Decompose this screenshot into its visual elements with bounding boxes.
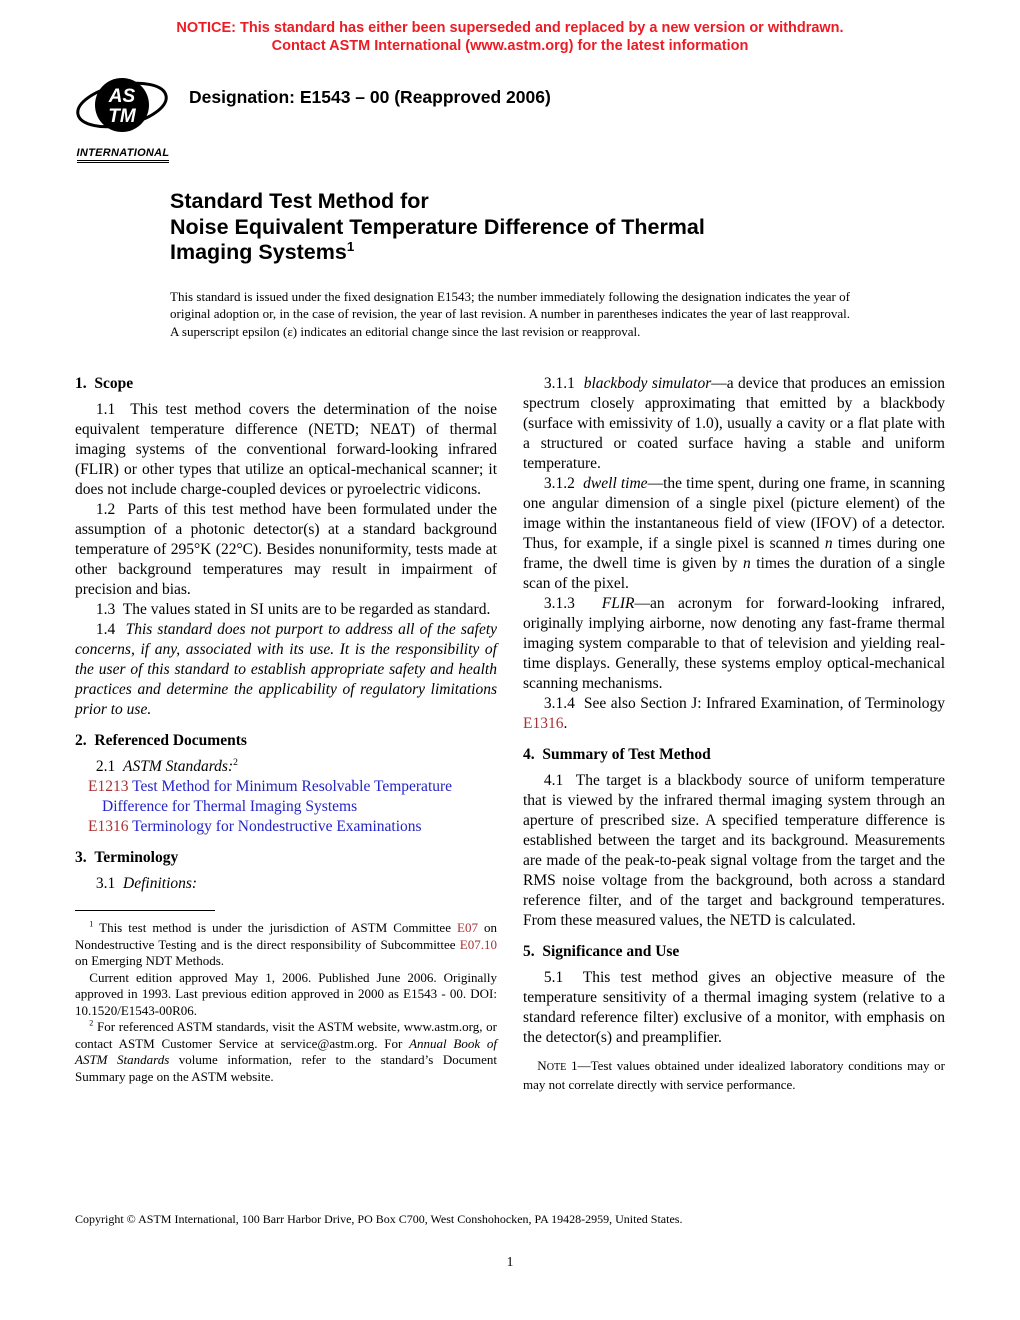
issuance-note: This standard is issued under the fixed designation E1543; the number immediately following the designation indicates the year of original adoption or, in the case of revision, the year of last revision. A number in parentheses indicates the year of last reapproval. A superscript epsilon (ε) indicates an editorial change since the last revision or reapproval.: [170, 288, 850, 339]
section-heading-scope: 1. Scope: [75, 375, 134, 392]
reference-link[interactable]: E1213: [88, 778, 129, 795]
left-column: [75, 374, 497, 1093]
paragraph-3-1-3: 3.1.3 FLIR—an acronym for forward-looking infrared, originally implying airborne, now denoting any fast-frame thermal imaging system comparable to that of television and yielding real-time displays. Generally, these systems employ optical-mechanical scanning mechanisms.: [523, 595, 945, 692]
astm-globe-icon: [75, 75, 171, 143]
footnote-divider: [75, 910, 215, 911]
section-heading-significance: 5. Significance and Use: [523, 943, 680, 960]
title-line3: Imaging Systems$^1$: [170, 238, 355, 264]
paragraph-3-1-4: 3.1.4 See also Section J: Infrared Examination, of Terminology E1316.: [523, 695, 945, 732]
copyright-line: Copyright © ASTM International, 100 Barr Harbor Drive, PO Box C700, West Conshohocken, PA 19428-2959, United States.: [75, 1212, 683, 1226]
reference-link[interactable]: E07: [457, 920, 478, 935]
footnote-2: $^2$ For referenced ASTM standards, visit the ASTM website, www.astm.org, or contact ASTM Customer Service at service@astm.org. For Annual Book of ASTM Standards volume information, refer to the standard’s Document Summary page on the ASTM website.: [75, 1018, 497, 1084]
document-title: [170, 189, 850, 266]
paragraph-3-1: 3.1 Definitions:: [95, 875, 198, 892]
withdrawal-notice-line1: NOTICE: This standard has either been superseded and replaced by a new version or withdrawn.: [176, 20, 844, 36]
paragraph-5-1: 5.1 This test method gives an objective measure of the temperature sensitivity of a thermal imaging system (relative to a standard reference filter) exclusive of a monitor, with emphasis on the detector(s) and preamplifier.: [523, 969, 945, 1046]
reference-link[interactable]: Test Method for Minimum Resolvable Temperature Difference for Thermal Imaging Systems: [102, 778, 453, 815]
page-number: 1: [506, 1254, 514, 1269]
paragraph-1-3: 1.3 The values stated in SI units are to be regarded as standard.: [95, 601, 491, 618]
reference-e1316: [75, 817, 497, 837]
withdrawal-notice: [0, 0, 1020, 55]
astm-logo: [75, 75, 171, 163]
footnote-edition: Current edition approved May 1, 2006. Published June 2006. Originally approved in 1993. Last previous edition approved in 2000 as E1543 - 00. DOI: 10.1520/E1543-00R06.: [75, 969, 497, 1018]
title-line2: Noise Equivalent Temperature Difference of Thermal: [170, 214, 705, 239]
logo-international-label: INTERNATIONAL: [77, 147, 170, 163]
title-footnote-marker: 1: [346, 238, 355, 254]
reference-link[interactable]: E07.10: [459, 936, 497, 952]
reference-e1213: [75, 777, 497, 817]
designation-text: Designation: E1543 – 00 (Reapproved 2006): [189, 87, 551, 107]
paragraph-1-4: 1.4 This standard does not purport to address all of the safety concerns, if any, associated with its use. It is the responsibility of the user of this standard to establish appropriate safety and health practices and determine the applicability of regulatory limitations prior to use.: [75, 621, 498, 718]
svg-text:AS: AS: [108, 86, 136, 107]
paragraph-3-1-2: 3.1.2 dwell time—the time spent, during one frame, in scanning one angular dimension of a single pixel (picture element) of the image within the instantaneous field of view (IFOV) of a detector. Thus, for example, if a single pixel is scanned n times during one frame, the dwell time is given by n times the duration of a single scan of the pixel.: [523, 475, 945, 592]
section-heading-summary: 4. Summary of Test Method: [523, 746, 711, 763]
paragraph-2-1: 2.1 ASTM Standards:$^2$: [95, 756, 238, 775]
withdrawal-notice-line2: Contact ASTM International (www.astm.org) for the latest information: [271, 37, 749, 54]
footnote-1: $^1$ This test method is under the jurisdiction of ASTM Committee E07 on Nondestructive Testing and is the direct responsibility of Subcommittee E07.10 on Emerging NDT Methods.: [75, 919, 498, 968]
reference-link[interactable]: E1316: [88, 818, 129, 835]
section-heading-terminology: 3. Terminology: [75, 849, 179, 866]
svg-text:TM: TM: [108, 106, 136, 127]
paragraph-3-1-1: 3.1.1 blackbody simulator—a device that produces an emission spectrum closely approximating that emitted by a blackbody (surface with emissivity of 1.0), usually a cavity or a flat plate with a structured or coated surface having a stable and uniform temperature.: [523, 375, 946, 472]
reference-link[interactable]: Terminology for Nondestructive Examinations: [132, 818, 422, 835]
right-column: [523, 374, 945, 1093]
section-heading-referenced-documents: 2. Referenced Documents: [75, 732, 247, 749]
title-line1: Standard Test Method for: [170, 189, 429, 213]
note-1: NOTE 1—Test values obtained under idealized laboratory conditions may or may not correlate directly with service performance.: [523, 1058, 945, 1092]
paragraph-1-2: 1.2 Parts of this test method have been formulated under the assumption of a photonic detector(s) at a standard background temperature of 295°K (22°C). Besides nonuniformity, tests made at other background temperatures may result in impairment of precision and bias.: [75, 501, 497, 598]
reference-link[interactable]: E1316: [523, 715, 564, 732]
paragraph-1-1: 1.1 This test method covers the determination of the noise equivalent temperature difference (NETD; NEΔT) of thermal imaging systems of the conventional forward-looking infrared (FLIR) or other types that utilize an optical-mechanical scanner; it does not include charge-coupled devices or pyroelectric vidicons.: [75, 401, 497, 498]
paragraph-4-1: 4.1 The target is a blackbody source of uniform temperature that is viewed by the infrared thermal imaging system through an aperture of prescribed size. A specified temperature difference is established between the target and its background. Measurements are made of the peak-to-peak signal voltage from the target and the RMS noise voltage from the background, both across a standard reference filter, and of the target and background temperatures. From these measured values, the NETD is calculated.: [523, 772, 945, 929]
document-header: [75, 75, 945, 163]
document-body: [75, 374, 945, 1093]
